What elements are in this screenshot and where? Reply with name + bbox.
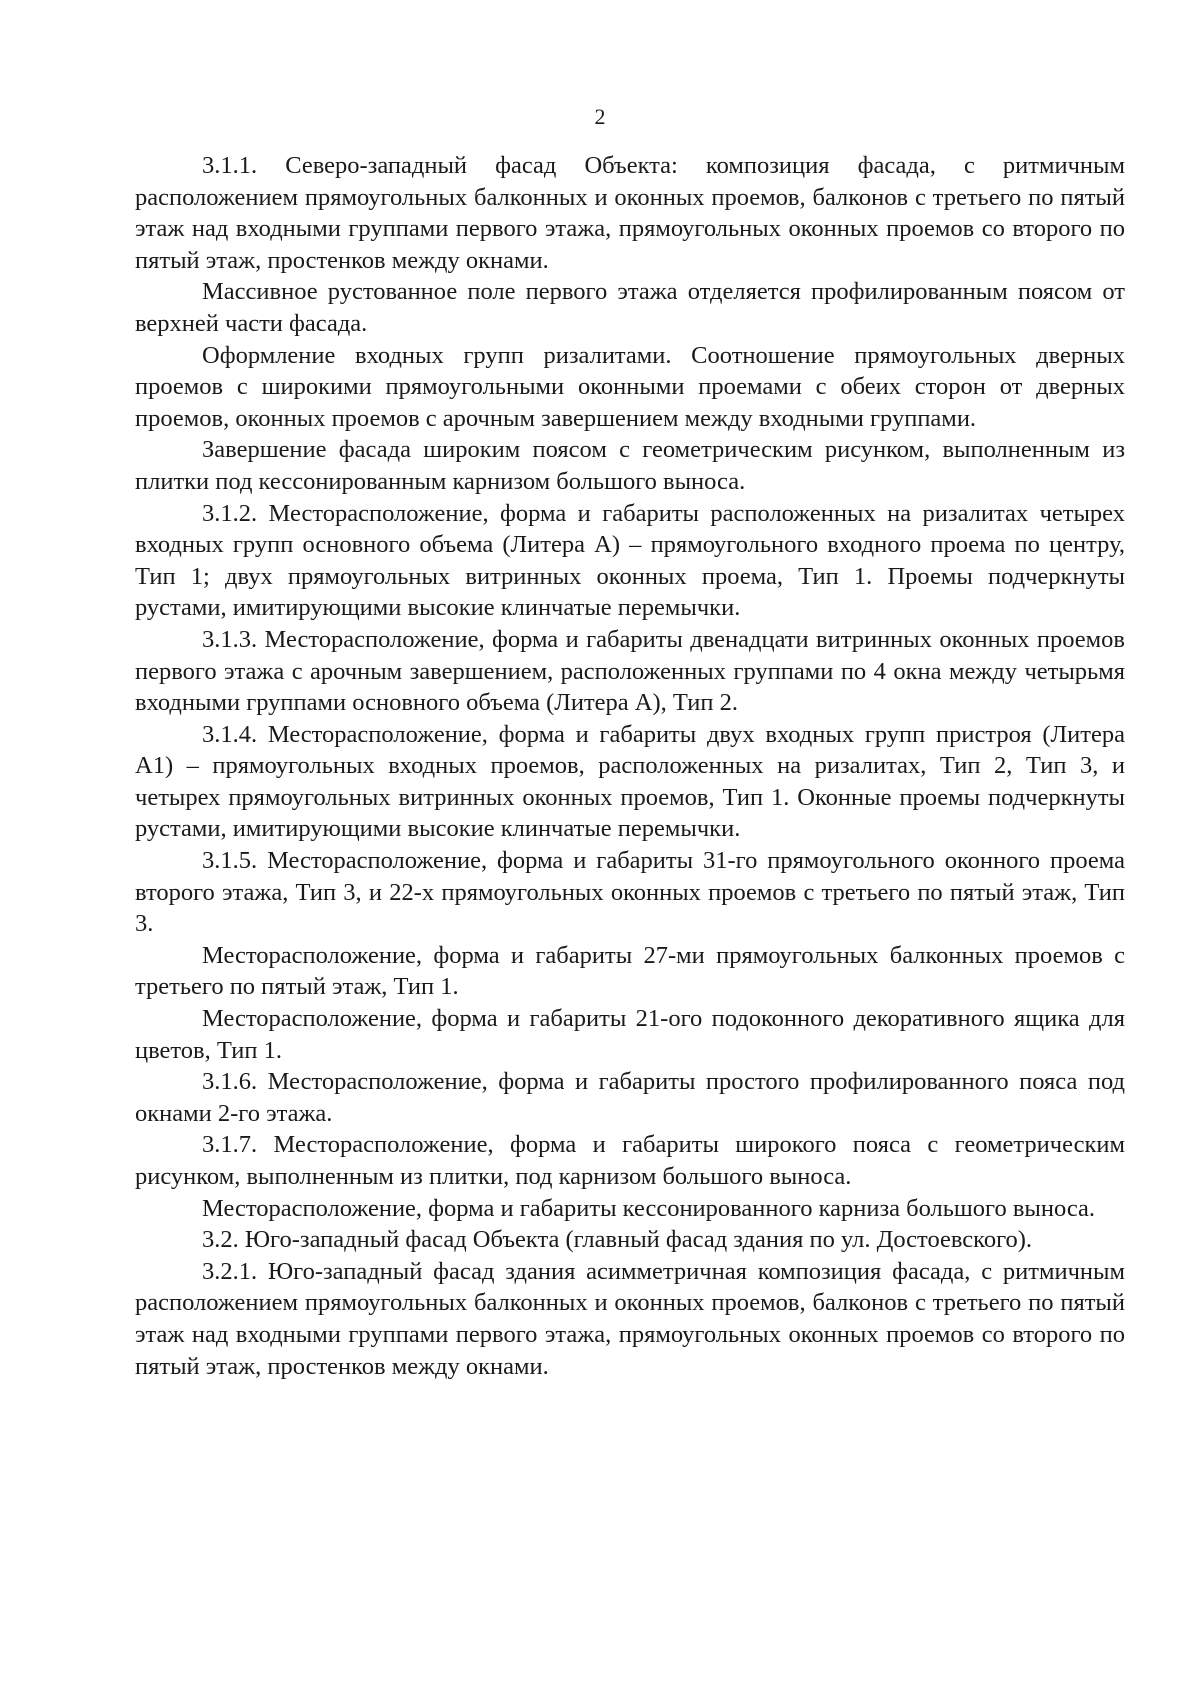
paragraph-flower-boxes: Месторасположение, форма и габариты 21-ого подоконного декоративного ящика для цветов, Тип 1.	[135, 1005, 1125, 1064]
paragraph-3-1-5: 3.1.5. Месторасположение, форма и габариты 31-го прямоугольного оконного проема второго этажа, Тип 3, и 22-х прямоугольных оконных проемов с третьего по пятый этаж, Тип 3.	[135, 847, 1125, 938]
paragraph-3-1-4: 3.1.4. Месторасположение, форма и габариты двух входных групп пристроя (Литера А1) – прямоугольных входных проемов, расположенных на ризалитах, Тип 2, Тип 3, и четырех прямоугольных витринных оконных проемов, Тип 1. Оконные проемы подчеркнуты рустами, имитирующими высокие клинчатые перемычки.	[135, 720, 1125, 843]
paragraph-3-2: 3.2. Юго-западный фасад Объекта (главный фасад здания по ул. Достоевского).	[202, 1226, 1033, 1254]
paragraph-cornice: Месторасположение, форма и габариты кессонированного карниза большого выноса.	[202, 1194, 1096, 1222]
paragraph-3-1-7: 3.1.7. Месторасположение, форма и габариты широкого пояса с геометрическим рисунком, выполненным из плитки, под карнизом большого выноса.	[135, 1131, 1125, 1190]
paragraph-entrance-design: Оформление входных групп ризалитами. Соотношение прямоугольных дверных проемов с широкими прямоугольными оконными проемами с обеих сторон от дверных проемов, оконных проемов с арочным завершением между входными группами.	[135, 341, 1125, 432]
paragraph-3-1-6: 3.1.6. Месторасположение, форма и габариты простого профилированного пояса под окнами 2-го этажа.	[135, 1068, 1125, 1127]
document-body	[135, 150, 1125, 1382]
page-number: 2	[594, 104, 606, 129]
paragraph-balcony-openings: Месторасположение, форма и габариты 27-ми прямоугольных балконных проемов с третьего по пятый этаж, Тип 1.	[135, 941, 1125, 1001]
paragraph-3-1-2: 3.1.2. Месторасположение, форма и габариты расположенных на ризалитах четырех входных групп основного объема (Литера А) – прямоугольного входного проема по центру, Тип 1; двух прямоугольных витринных оконных проема, Тип 1. Проемы подчеркнуты рустами, имитирующими высокие клинчатые перемычки.	[135, 499, 1125, 622]
paragraph-facade-completion: Завершение фасада широким поясом с геометрическим рисунком, выполненным из плитки под кессонированным карнизом большого выноса.	[135, 436, 1125, 495]
paragraph-rusticated-field: Массивное рустованное поле первого этажа отделяется профилированным поясом от верхней части фасада.	[135, 278, 1125, 337]
paragraph-3-1-1: 3.1.1. Северо-западный фасад Объекта: композиция фасада, с ритмичным расположением прямоугольных балконных и оконных проемов, балконов с третьего по пятый этаж над входными группами первого этажа, прямоугольных оконных проемов со второго по пятый этаж, простенков между окнами.	[135, 152, 1125, 274]
paragraph-3-1-3: 3.1.3. Месторасположение, форма и габариты двенадцати витринных оконных проемов первого этажа с арочным завершением, расположенных группами по 4 окна между четырьмя входными группами основного объема (Литера А), Тип 2.	[135, 625, 1125, 717]
paragraph-3-2-1: 3.2.1. Юго-западный фасад здания асимметричная композиция фасада, с ритмичным расположением прямоугольных балконных и оконных проемов, балконов с третьего по пятый этаж над входными группами первого этажа, прямоугольных оконных проемов со второго по пятый этаж, простенков между окнами.	[135, 1257, 1125, 1380]
